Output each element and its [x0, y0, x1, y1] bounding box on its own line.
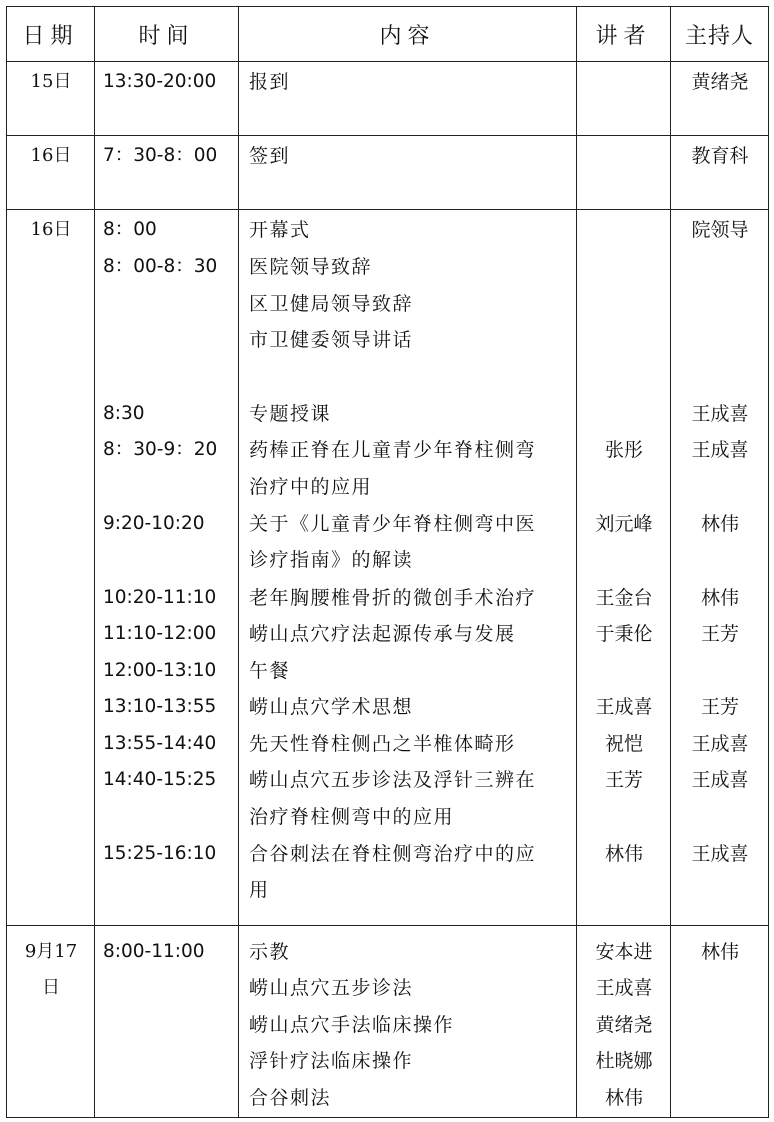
- speaker-text: 刘元峰: [595, 513, 653, 535]
- table-row: [7, 136, 769, 210]
- content-text: 药棒正脊在儿童青少年脊柱侧弯: [249, 439, 537, 461]
- content-cell: [239, 62, 577, 136]
- content-text: 关于《儿童青少年脊柱侧弯中医: [249, 513, 537, 535]
- content-text: 老年胸腰椎骨折的微创手术治疗: [249, 587, 537, 609]
- table-row: [7, 210, 769, 926]
- host-text: 王成喜: [691, 769, 749, 791]
- content-text: 签到: [249, 145, 291, 167]
- time-text: 8：00-8：30: [103, 256, 218, 277]
- host-cell: [671, 62, 769, 136]
- header-time: 时间: [95, 7, 239, 62]
- content-text: 合谷刺法: [249, 1087, 332, 1109]
- date-text: 15日: [30, 71, 72, 92]
- content-text: 合谷刺法在脊柱侧弯治疗中的应: [249, 843, 537, 865]
- speaker-text: 杜晓娜: [595, 1050, 653, 1072]
- host-text: 林伟: [700, 941, 739, 963]
- content-text: 浮针疗法临床操作: [249, 1050, 414, 1072]
- time-text: 14:40-15:25: [103, 769, 217, 790]
- time-text: 13:55-14:40: [103, 733, 217, 754]
- content-text: 治疗中的应用: [249, 476, 373, 498]
- content-text: 开幕式: [249, 219, 311, 241]
- content-text: 专题授课: [249, 403, 332, 425]
- time-text: 12:00-13:10: [103, 660, 217, 681]
- date-cell: [7, 136, 95, 210]
- host-text: 教育科: [691, 145, 749, 167]
- table-row: [7, 926, 769, 1118]
- time-text: 11:10-12:00: [103, 623, 217, 644]
- time-cell: [95, 136, 239, 210]
- date-cell: [7, 926, 95, 1118]
- time-cell: [95, 210, 239, 926]
- content-text: 医院领导致辞: [249, 256, 373, 278]
- date-cell: [7, 210, 95, 926]
- content-text: 崂山点穴五步诊法: [249, 977, 414, 999]
- speaker-text: 王金台: [595, 587, 653, 609]
- header-date: 日期: [7, 7, 95, 62]
- time-text: 13:30-20:00: [103, 71, 217, 92]
- time-cell: [95, 62, 239, 136]
- time-text: 15:25-16:10: [103, 843, 217, 864]
- content-text: 崂山点穴疗法起源传承与发展: [249, 623, 516, 645]
- header-speaker: 讲者: [577, 7, 671, 62]
- host-cell: [671, 926, 769, 1118]
- time-text: 8：30-9：20: [103, 439, 218, 460]
- content-text: 区卫健局领导致辞: [249, 293, 414, 315]
- host-text: 王成喜: [691, 403, 749, 425]
- host-text: 林伟: [700, 587, 739, 609]
- host-text: 王芳: [700, 623, 739, 645]
- content-text: 先天性脊柱侧凸之半椎体畸形: [249, 733, 516, 755]
- content-text: 用: [249, 879, 270, 901]
- schedule-table: [6, 6, 769, 1118]
- content-text: 治疗脊柱侧弯中的应用: [249, 806, 455, 828]
- time-text: 13:10-13:55: [103, 696, 217, 717]
- host-text: 林伟: [700, 513, 739, 535]
- host-text: 院领导: [691, 219, 749, 241]
- speaker-text: 林伟: [604, 1087, 643, 1109]
- time-text: 9:20-10:20: [103, 513, 205, 534]
- time-text: 7：30-8：00: [103, 145, 218, 166]
- time-text: 8:30: [103, 403, 145, 424]
- speaker-cell: [577, 926, 671, 1118]
- host-cell: [671, 136, 769, 210]
- content-text: 诊疗指南》的解读: [249, 549, 414, 571]
- content-cell: [239, 136, 577, 210]
- content-text: 崂山点穴学术思想: [249, 696, 414, 718]
- speaker-text: 安本进: [595, 941, 653, 963]
- header-row: [7, 7, 769, 62]
- header-content: 内容: [239, 7, 577, 62]
- speaker-cell: [577, 136, 671, 210]
- host-cell: [671, 210, 769, 926]
- speaker-text: 林伟: [604, 843, 643, 865]
- speaker-text: 王成喜: [595, 696, 653, 718]
- speaker-text: 于秉伦: [595, 623, 653, 645]
- speaker-text: 张彤: [604, 439, 643, 461]
- content-text: 市卫健委领导讲话: [249, 329, 414, 351]
- date-text: 16日: [30, 219, 72, 240]
- host-text: 王成喜: [691, 439, 749, 461]
- table-row: [7, 62, 769, 136]
- content-text: 报到: [249, 71, 291, 93]
- content-text: 崂山点穴手法临床操作: [249, 1014, 455, 1036]
- header-host: 主持人: [671, 7, 769, 62]
- time-text: 10:20-11:10: [103, 587, 217, 608]
- host-text: 王成喜: [691, 733, 749, 755]
- time-text: 8:00-11:00: [103, 941, 205, 962]
- date-text: 16日: [30, 145, 72, 166]
- time-cell: [95, 926, 239, 1118]
- host-text: 黄绪尧: [691, 71, 749, 93]
- speaker-text: 王芳: [604, 769, 643, 791]
- host-text: 王成喜: [691, 843, 749, 865]
- date-text: 9月17: [24, 941, 78, 962]
- speaker-text: 王成喜: [595, 977, 653, 999]
- content-text: 示教: [249, 941, 291, 963]
- date-text: 日: [42, 977, 60, 998]
- host-text: 王芳: [700, 696, 739, 718]
- time-text: 8：00: [103, 219, 157, 240]
- speaker-cell: [577, 62, 671, 136]
- speaker-cell: [577, 210, 671, 926]
- content-text: 午餐: [249, 660, 291, 682]
- content-cell: [239, 210, 577, 926]
- speaker-text: 祝恺: [604, 733, 643, 755]
- content-text: 崂山点穴五步诊法及浮针三辨在: [249, 769, 537, 791]
- speaker-text: 黄绪尧: [595, 1014, 653, 1036]
- date-cell: [7, 62, 95, 136]
- content-cell: [239, 926, 577, 1118]
